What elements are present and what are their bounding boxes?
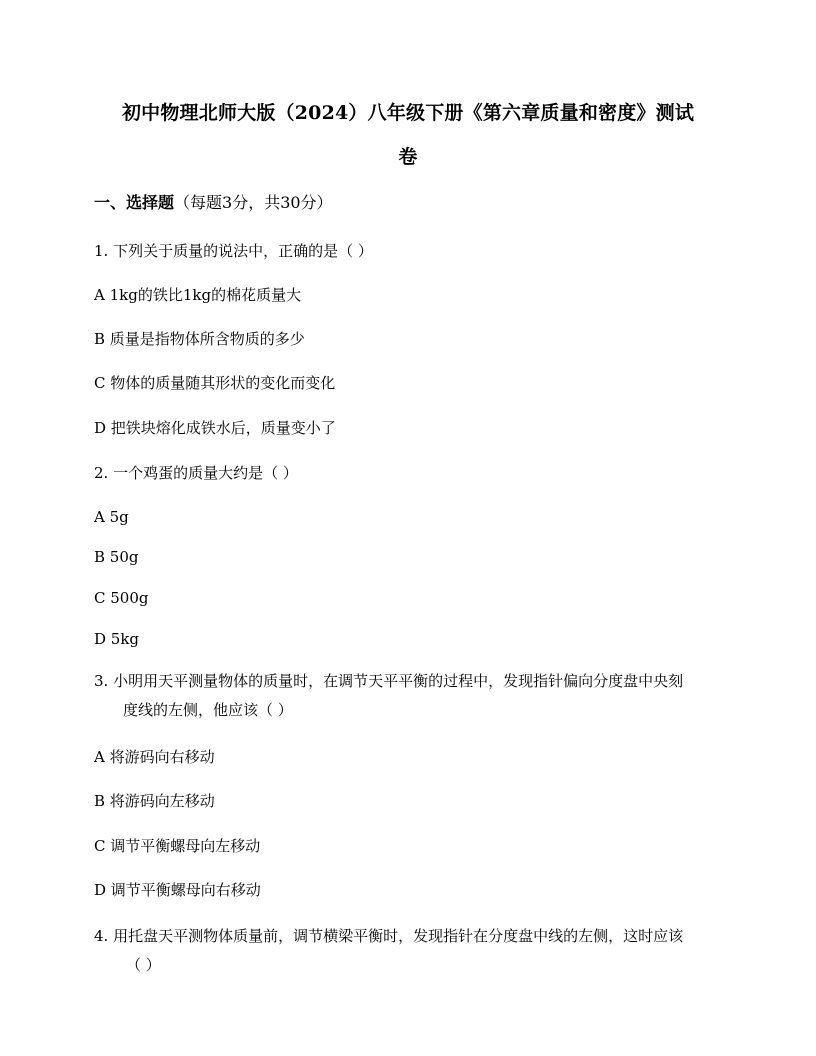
question-3-option-a: A 将游码向右移动 (94, 748, 215, 766)
section-heading (94, 190, 333, 216)
question-4-stem (94, 922, 724, 980)
title-line-2: 卷 (398, 146, 418, 168)
document-title (86, 91, 730, 179)
question-1-option-d: D 把铁块熔化成铁水后，质量变小了 (94, 419, 336, 437)
question-3-stem (94, 667, 724, 725)
question-3-stem-line-2: 度线的左侧，他应该（ ） (123, 701, 293, 719)
question-1-option-c: C 物体的质量随其形状的变化而变化 (94, 374, 336, 392)
question-2-option-a: A 5g (94, 508, 129, 526)
question-3-stem-line-1: 3. 小明用天平测量物体的质量时，在调节天平平衡的过程中，发现指针偏向分度盘中央刻 (94, 672, 684, 690)
question-2-option-c: C 500g (94, 589, 149, 607)
question-3-option-d: D 调节平衡螺母向右移动 (94, 881, 261, 899)
question-2-stem: 2. 一个鸡蛋的质量大约是（ ） (94, 464, 298, 482)
question-4-stem-line-2: （ ） (126, 956, 161, 974)
question-2-option-d: D 5kg (94, 630, 140, 648)
section-note: （每题3分，共30分） (174, 193, 333, 212)
title-line-1: 初中物理北师大版（2024）八年级下册《第六章质量和密度》测试 (121, 102, 695, 124)
question-1-option-b: B 质量是指物体所含物质的多少 (94, 330, 305, 348)
question-1-option-a: A 1kg的铁比1kg的棉花质量大 (94, 286, 302, 304)
question-4-stem-line-1: 4. 用托盘天平测物体质量前，调节横梁平衡时，发现指针在分度盘中线的左侧，这时应该 (94, 927, 684, 945)
question-1-stem: 1. 下列关于质量的说法中，正确的是（ ） (94, 242, 373, 260)
section-label: 一、选择题 (94, 193, 175, 212)
question-3-option-c: C 调节平衡螺母向左移动 (94, 837, 261, 855)
question-3-option-b: B 将游码向左移动 (94, 792, 215, 810)
question-2-option-b: B 50g (94, 548, 139, 566)
